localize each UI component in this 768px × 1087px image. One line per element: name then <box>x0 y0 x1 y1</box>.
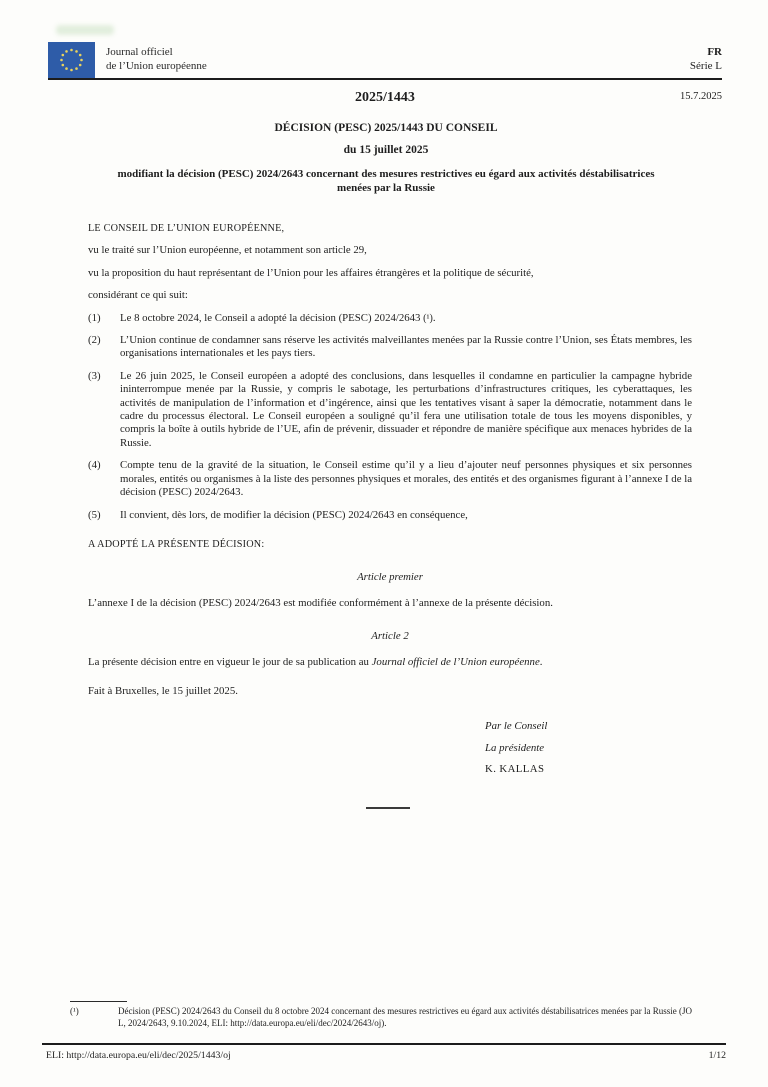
signature-block <box>485 716 692 781</box>
title-line2: du 15 juillet 2025 <box>343 144 429 156</box>
article-2-text-plain: La présente décision entre en vigueur le jour de sa publication au <box>88 655 372 668</box>
page-header <box>48 42 722 80</box>
journal-title-line2: de l’Union européenne <box>106 59 207 72</box>
citation-proposal: vu la proposition du haut représentant de l’Union pour les affaires étrangères et la politique de sécurité, <box>88 266 534 279</box>
journal-title <box>106 42 207 73</box>
document-number-row <box>48 90 722 110</box>
footnote-reference: (¹) <box>423 312 433 324</box>
article-1-heading: Article premier <box>357 571 423 584</box>
article-2-period: . <box>539 655 543 668</box>
footnote-marker: (¹) <box>70 1006 79 1016</box>
document-title <box>84 122 688 195</box>
citation-treaty: vu le traité sur l’Union européenne, et notamment son article 29, <box>88 244 367 257</box>
article-1-text: L’annexe I de la décision (PESC) 2024/2643 est modifiée conformément à l’annexe de la présente décision. <box>88 596 553 609</box>
recital-text: L’Union continue de condamner sans réserve les activités malveillantes menées par la Russie contre l’Union, ses États membres, les organisations internationales et les pays tiers. <box>120 334 692 360</box>
recital-number: (3) <box>88 369 101 382</box>
recital-1-period: . <box>432 311 436 324</box>
recital-1-text: Le 8 octobre 2024, le Conseil a adopté la décision (PESC) 2024/2643 <box>120 311 424 324</box>
signature-role: La présidente <box>485 741 545 754</box>
recital-number: (2) <box>88 334 101 347</box>
enacting-formula: A ADOPTÉ LA PRÉSENTE DÉCISION: <box>88 538 265 550</box>
citation-whereas: considérant ce qui suit: <box>88 289 188 302</box>
footnote-text: Décision (PESC) 2024/2643 du Conseil du 8 octobre 2024 concernant des mesures restrictives eu égard aux activités déstabilisatrices menées par la Russie (JO L, 2024/2643, 9.10.2024, ELI: http://data.europa.eu/eli/dec/2024/2643/oj). <box>118 1006 692 1028</box>
footnote-separator <box>70 1001 127 1002</box>
recital-3 <box>88 370 692 450</box>
article-2-heading: Article 2 <box>371 630 409 643</box>
page-footer <box>46 1050 726 1061</box>
footnote-1 <box>70 1006 692 1029</box>
publication-date: 15.7.2025 <box>680 91 722 102</box>
journal-title-line1: Journal officiel <box>106 46 173 58</box>
header-language-series <box>690 42 722 73</box>
title-line3: modifiant la décision (PESC) 2024/2643 concernant des mesures restrictives eu égard aux activités déstabilisatrices menées par la Russie <box>117 168 655 194</box>
recital-4 <box>88 459 692 499</box>
recital-number: (5) <box>88 508 101 521</box>
title-line1: DÉCISION (PESC) 2025/1443 DU CONSEIL <box>274 122 498 134</box>
signature-name: K. KALLAS <box>485 763 545 776</box>
end-of-act-divider <box>366 807 410 809</box>
signature-institution: Par le Conseil <box>485 720 548 733</box>
series-label: Série L <box>689 59 722 72</box>
footnotes-section <box>70 1001 692 1029</box>
article-2-journal-name: Journal officiel de l’Union européenne <box>371 655 540 668</box>
article-2-text <box>88 656 692 669</box>
place-and-date: Fait à Bruxelles, le 15 juillet 2025. <box>88 684 238 697</box>
footer-rule <box>42 1043 726 1045</box>
language-code: FR <box>707 46 722 58</box>
recital-1 <box>88 312 692 325</box>
page-number: 1/12 <box>708 1050 726 1061</box>
preamble-opening: LE CONSEIL DE L’UNION EUROPÉENNE, <box>88 223 285 234</box>
recital-number: (4) <box>88 459 101 472</box>
recital-number: (1) <box>88 311 101 324</box>
recital-text <box>120 312 692 325</box>
scan-artifact <box>56 25 114 35</box>
document-body <box>88 222 692 809</box>
eli-identifier: ELI: http://data.europa.eu/eli/dec/2025/1443/oj <box>46 1050 231 1061</box>
recital-5 <box>88 509 692 522</box>
document-number: 2025/1443 <box>355 90 415 105</box>
recital-2 <box>88 334 692 361</box>
recital-text: Compte tenu de la gravité de la situation, le Conseil estime qu’il y a lieu d’ajouter neuf personnes physiques et six personnes morales, entités ou organismes à la liste des personnes physiques et morales, des entités et des organismes figurant à l’annexe I de la décision (PESC) 2024/2643. <box>120 459 692 499</box>
recital-text: Le 26 juin 2025, le Conseil européen a adopté des conclusions, dans lesquelles il condamne en particulier la campagne hybride ininterrompue menée par la Russie, y compris le sabotage, les perturbations d’infrastructures critiques, les cyberattaques, les activités de manipulation de l’information et d’ingérence, ainsi que les tentatives visant à saper la démocratie, notamment dans le cadre du processus électoral. Le Conseil européen a souligné qu’il fera une utilisation totale de tous les moyens disponibles, y compris la boîte à outils hybride de l’UE, afin de prévenir, dissuader et répondre de manière spécifique aux menaces hybrides de la Russie. <box>120 369 692 449</box>
recital-text: Il convient, dès lors, de modifier la décision (PESC) 2024/2643 en conséquence, <box>120 508 468 521</box>
eu-flag-icon <box>48 42 95 78</box>
